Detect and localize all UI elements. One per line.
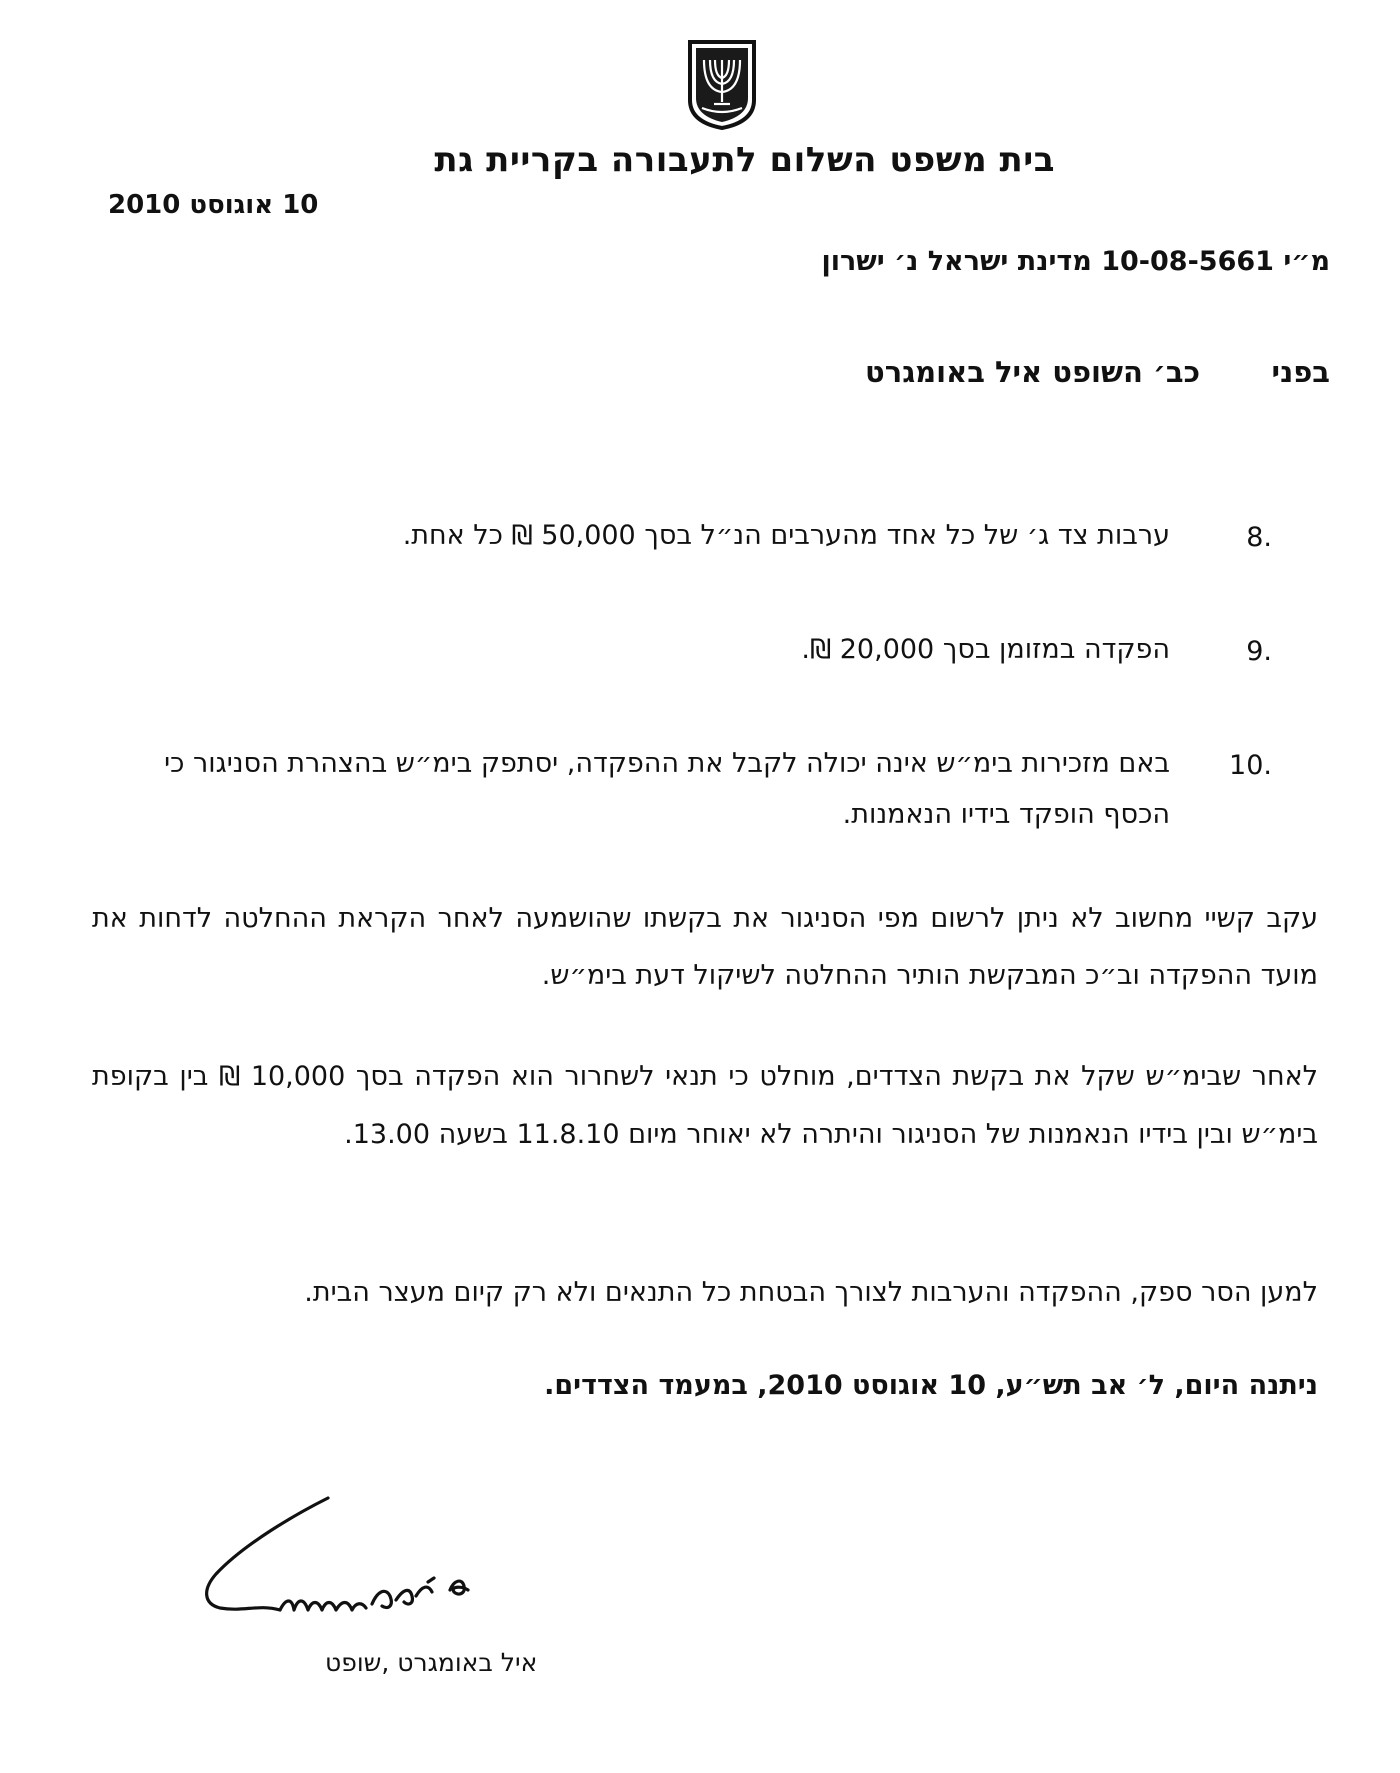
- signature-caption: איל באומגרט ,שופט: [325, 1648, 538, 1677]
- item-text: באם מזכירות בימ״ש אינה יכולה לקבל את ההפקדה, יסתפק בימ״ש בהצהרת הסניגור כי הכסף הופקד בידיו הנאמנות.: [164, 748, 1170, 830]
- item-text: ערבות צד ג׳ של כל אחד מהערבים הנ״ל בסך 50,000 ₪ כל אחת.: [402, 520, 1170, 551]
- judge-name: כב׳ השופט איל באומגרט: [865, 355, 1200, 389]
- item-number: 10.: [1229, 750, 1272, 781]
- item-number: 8.: [1246, 522, 1272, 553]
- body-paragraph: למען הסר ספק, ההפקדה והערבות לצורך הבטחת כל התנאים ולא רק קיום מעצר הבית.: [304, 1277, 1318, 1308]
- document-date: 10 אוגוסט 2010: [108, 190, 319, 220]
- given-today-line: ניתנה היום, ל׳ אב תש״ע, 10 אוגוסט 2010, במעמד הצדדים.: [544, 1370, 1318, 1401]
- item-text: הפקדה במזומן בסך 20,000 ₪.: [801, 634, 1170, 665]
- state-emblem-icon: [686, 38, 758, 130]
- case-number-line: מ״י 10-08-5661 מדינת ישראל נ׳ ישרון: [821, 246, 1330, 277]
- body-paragraph: עקב קשיי מחשוב לא ניתן לרשום מפי הסניגור את בקשתו שהושמעה לאחר הקראת ההחלטה לדחות את מועד ההפקדה וב״כ המבקשת הותיר ההחלטה לשיקול דעת בימ״ש.: [92, 903, 1318, 991]
- body-paragraph: לאחר שבימ״ש שקל את בקשת הצדדים, מוחלט כי תנאי לשחרור הוא הפקדה בסך 10,000 ₪ בין בקופת בימ״ש ובין בידיו הנאמנות של הסניגור והיתרה לא יאוחר מיום 11.8.10 בשעה 13.00.: [92, 1061, 1318, 1150]
- judge-signature: [196, 1492, 588, 1634]
- item-number: 9.: [1246, 636, 1272, 667]
- court-name-heading: בית משפט השלום לתעבורה בקריית גת: [434, 140, 1055, 180]
- before-label: בפני: [1271, 355, 1330, 389]
